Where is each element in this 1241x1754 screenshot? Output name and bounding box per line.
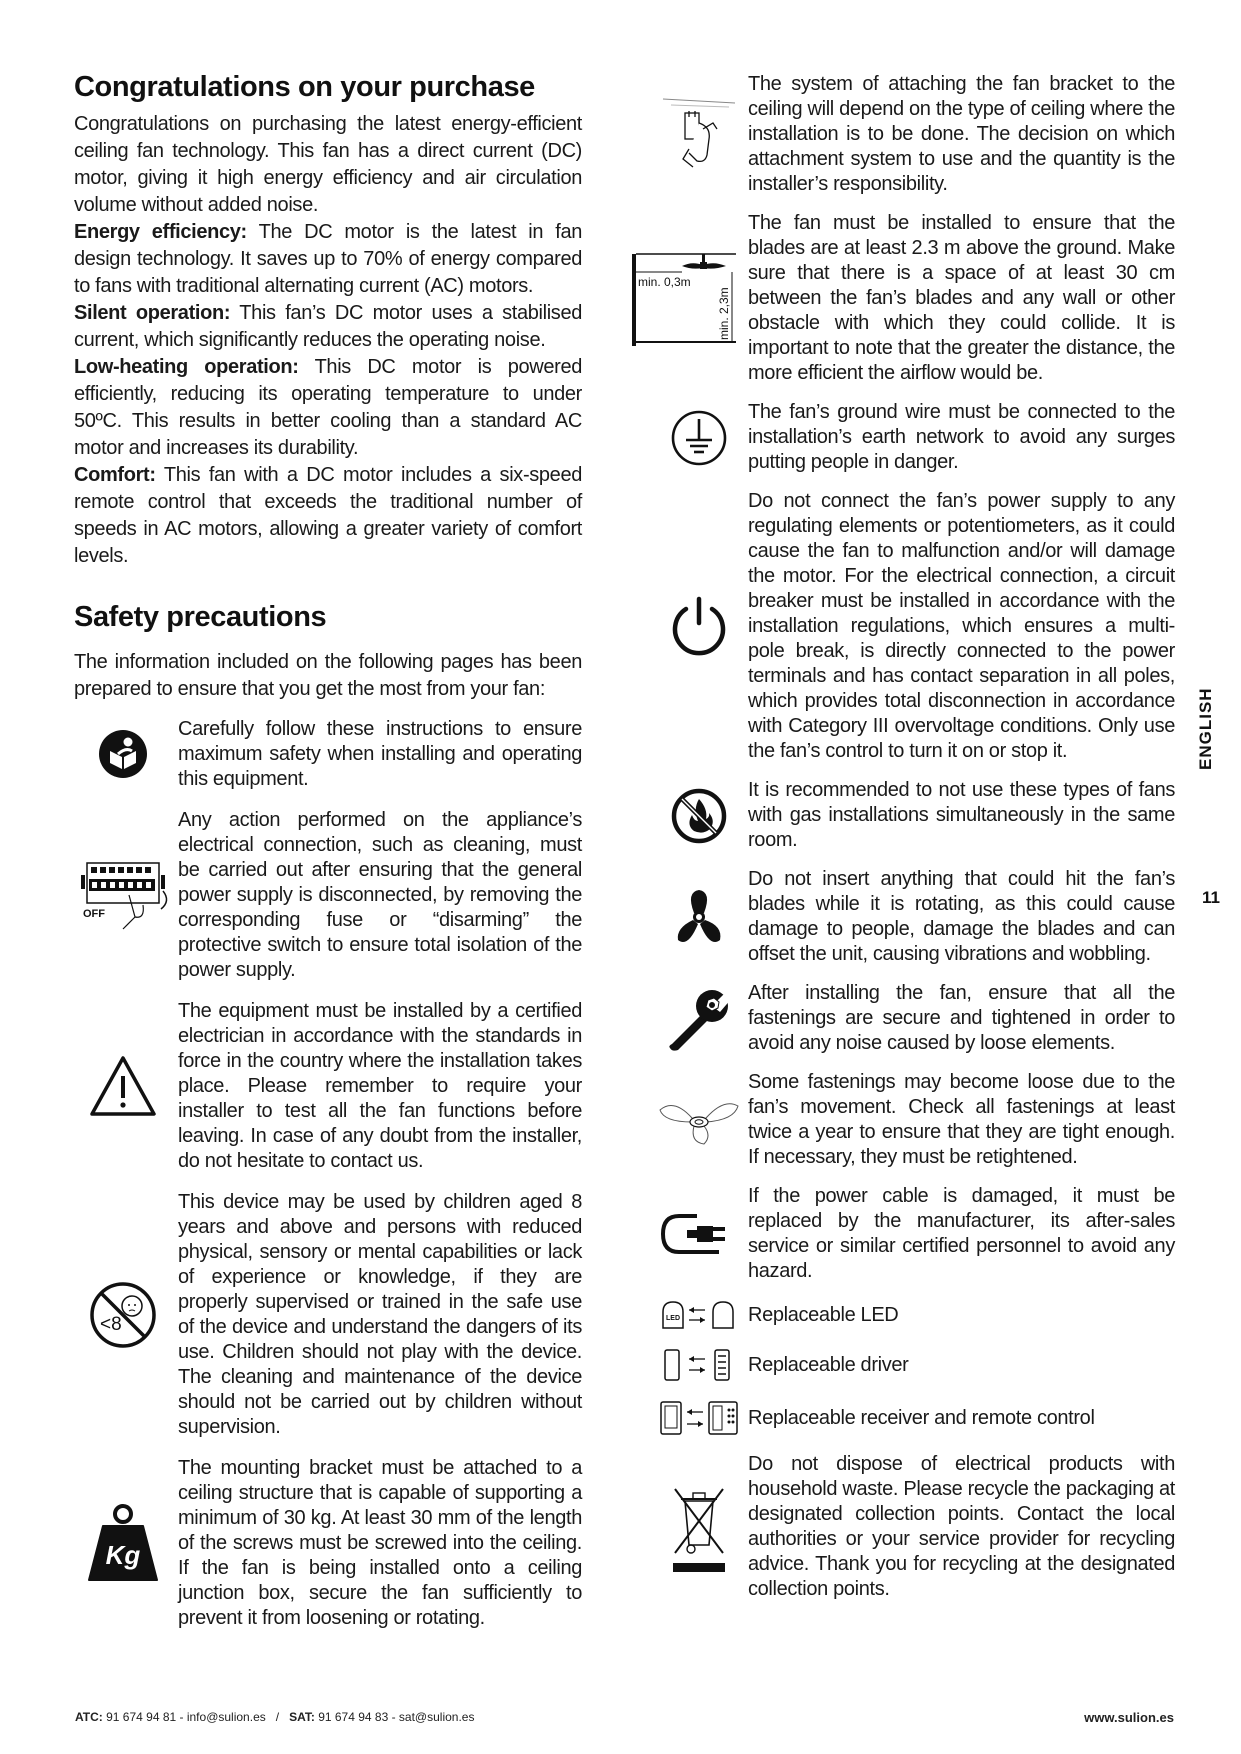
warning-icon	[68, 1054, 178, 1118]
replaceable-receiver-icon	[650, 1398, 748, 1438]
safety-item-gas	[650, 778, 1175, 853]
safety-item-blades	[650, 867, 1175, 967]
no-children-icon	[68, 1280, 178, 1350]
silent-text: This fan’s DC motor uses a stabilised current, which significantly reduces the operating noise.	[74, 301, 582, 351]
safety-item-warning	[68, 999, 582, 1174]
safety-item-led	[650, 1298, 1175, 1332]
manual-icon	[68, 729, 178, 779]
lowheat-text: This DC motor is powered efficiently, reducing its operating temperature to under 50ºC. This results in better cooling than a standard AC motor and increases its durability.	[74, 355, 582, 459]
fan-outline-icon	[650, 1092, 748, 1148]
safety-item-power	[650, 489, 1175, 764]
breaker-off-icon	[68, 855, 178, 935]
safety-item-receiver	[650, 1398, 1175, 1438]
safety-item-text: The mounting bracket must be attached to a ceiling structure that is capable of supporting a minimum of 30 kg. At least 30 mm of the length of the screws must be screwed into the ceiling. If the fan is being installed onto a ceiling junction box, secure the fan sufficiently to prevent it from loosening or rotating.	[178, 1456, 582, 1629]
energy-text: The DC motor is the latest in fan design technology. It saves up to 70% of energy compared to fans with traditional alternating current (AC) motors.	[74, 220, 582, 297]
silent-label: Silent operation:	[74, 301, 231, 324]
footer-website[interactable]: www.sulion.es	[1084, 1710, 1174, 1725]
safety-item-ceiling	[650, 72, 1175, 197]
safety-item-text: Carefully follow these instructions to ensure maximum safety when installing and operating this equipment.	[178, 717, 582, 790]
comfort-paragraph	[74, 462, 582, 570]
lowheat-label: Low-heating operation:	[74, 355, 299, 378]
safety-item-breaker	[68, 808, 582, 983]
safety-item-text: The system of attaching the fan bracket to the ceiling will depend on the type of ceiling where the installation is to be done. The decision on which attachment system to use and the quantity is the installer’s responsibility.	[748, 73, 1175, 195]
safety-item-text: The fan’s ground wire must be connected to the installation’s earth network to avoid any surges putting people in danger.	[748, 401, 1175, 473]
safety-intro: The information included on the following pages has been prepared to ensure that you get the most from your fan:	[74, 650, 582, 700]
safety-item-text: This device may be used by children aged 8 years and above and persons with reduced physical, sensory or mental capabilities or lack of experience or knowledge, if they are properly supervised or trained in the safe use of the device and understand the dangers of its use. Children should not play with the device. The cleaning and maintenance of the device should not be carried out by children without supervision.	[178, 1190, 582, 1438]
comfort-text: This fan with a DC motor includes a six-speed remote control that exceeds the traditional number of speeds in AC motors, allowing a greater variety of comfort levels.	[74, 463, 582, 567]
page-number: 11	[1202, 888, 1220, 907]
safety-item-text: It is recommended to not use these types of fans with gas installations simultaneously in the same room.	[748, 779, 1175, 851]
safety-item-wrench	[650, 981, 1175, 1056]
kg-label: Kg	[105, 1540, 141, 1571]
footer-contact	[75, 1710, 474, 1724]
weee-icon	[650, 1479, 748, 1575]
safety-item-text: Do not dispose of electrical products with household waste. Please recycle the packaging at designated collection points. Contact the local authorities or your service provider for recycling advice. Thank you for recycling at the designated collection points.	[748, 1453, 1175, 1600]
safety-item-cable	[650, 1184, 1175, 1284]
safety-item-weee	[650, 1452, 1175, 1602]
safety-item-children	[68, 1190, 582, 1440]
replaceable-led-icon	[650, 1298, 748, 1332]
wrench-icon	[650, 986, 748, 1052]
safety-item-clearance	[638, 211, 1175, 386]
safety-item-text: Do not insert anything that could hit the fan’s blades while it is rotating, as this could cause damage to people, damage the blades and can offset the unit, causing vibrations and wobbling.	[748, 868, 1175, 965]
safety-item-text: Any action performed on the appliance’s electrical connection, such as cleaning, must be carried out after ensuring that the general power supply is disconnected, by removing the corresponding fuse or “disarming” the protective switch to ensure total isolation of the power supply.	[178, 808, 582, 981]
comfort-label: Comfort:	[74, 463, 156, 486]
min-wall-label: min. 0,3m	[638, 274, 691, 289]
energy-paragraph	[74, 219, 582, 300]
safety-item-text: Some fastenings may become loose due to the fan’s movement. Check all fastenings at least twice a year to ensure that they are tight enough. If necessary, they must be retightened.	[748, 1071, 1175, 1168]
no-gas-icon	[650, 787, 748, 845]
weight-icon	[68, 1502, 178, 1584]
congrats-intro: Congratulations on purchasing the latest energy-efficient ceiling fan technology. This fan has a direct current (DC) motor, giving it high energy efficiency and air circulation volume without added noise.	[74, 112, 582, 216]
led-label: LED	[666, 1315, 680, 1322]
safety-title: Safety precautions	[74, 600, 327, 633]
min-height-label: min. 2,3m	[717, 286, 731, 340]
ground-icon	[650, 409, 748, 467]
energy-label: Energy efficiency:	[74, 220, 247, 243]
footer-sat-text: 91 674 94 83 - sat@sulion.es	[314, 1710, 475, 1724]
right-column	[638, 72, 1175, 1616]
footer-atc-text: 91 674 94 81 - info@sulion.es /	[102, 1710, 290, 1724]
safety-item-text: Do not connect the fan’s power supply to any regulating elements or potentiometers, as it could cause the fan to malfunction and/or will damage the motor. For the electrical connection, a circuit breaker must be installed in accordance with the installation regulations, which ensures a multi-pole break, is directly connected to the power terminals and has contact separation in all poles, which provides total disconnection in accordance with Category III overvoltage conditions. Only use the fan’s control to turn it on or stop it.	[748, 490, 1175, 762]
safety-item-text: Replaceable driver	[748, 1353, 909, 1376]
safety-item-text: The fan must be installed to ensure that the blades are at least 2.3 m above the ground. Make sure that there is a space of at least 30 cm between the fan’s blades and any wall or other obstacle with which they could collide. It is important to note that the greater the distance, the more efficient the airflow would be.	[748, 212, 1175, 384]
silent-paragraph	[74, 300, 582, 354]
safety-item-manual	[68, 717, 582, 792]
replaceable-driver-icon	[650, 1346, 748, 1384]
congrats-title: Congratulations on your purchase	[74, 71, 535, 103]
safety-item-text: If the power cable is damaged, it must be replaced by the manufacturer, its after-sales service or similar certified personnel to avoid any hazard.	[748, 1185, 1175, 1282]
age-label: <8	[100, 1313, 122, 1335]
power-cable-icon	[650, 1206, 748, 1262]
safety-item-weight	[68, 1456, 582, 1631]
safety-item-driver	[650, 1346, 1175, 1384]
power-icon	[650, 595, 748, 659]
clearance-icon	[638, 244, 748, 354]
safety-item-text: Replaceable receiver and remote control	[748, 1406, 1095, 1429]
safety-item-text: The equipment must be installed by a certified electrician in accordance with the standards in force in the country where the installation takes place. Please remember to require your installer to test all the fan functions before leaving. In case of any doubt from the installer, do not hesitate to contact us.	[178, 999, 582, 1172]
footer-atc-label: ATC:	[75, 1710, 103, 1724]
off-label: OFF	[83, 908, 105, 921]
left-column	[74, 70, 582, 1647]
ceiling-mount-icon	[650, 93, 748, 177]
lowheat-paragraph	[74, 354, 582, 462]
footer-sat-label: SAT:	[289, 1710, 315, 1724]
safety-item-fastenings	[650, 1070, 1175, 1170]
safety-item-ground	[650, 400, 1175, 475]
language-tab: ENGLISH	[1196, 687, 1215, 770]
fan-blades-icon	[650, 886, 748, 948]
safety-item-text: After installing the fan, ensure that all the fastenings are secure and tightened in order to avoid any noise caused by loose elements.	[748, 982, 1175, 1054]
safety-item-text: Replaceable LED	[748, 1303, 899, 1326]
